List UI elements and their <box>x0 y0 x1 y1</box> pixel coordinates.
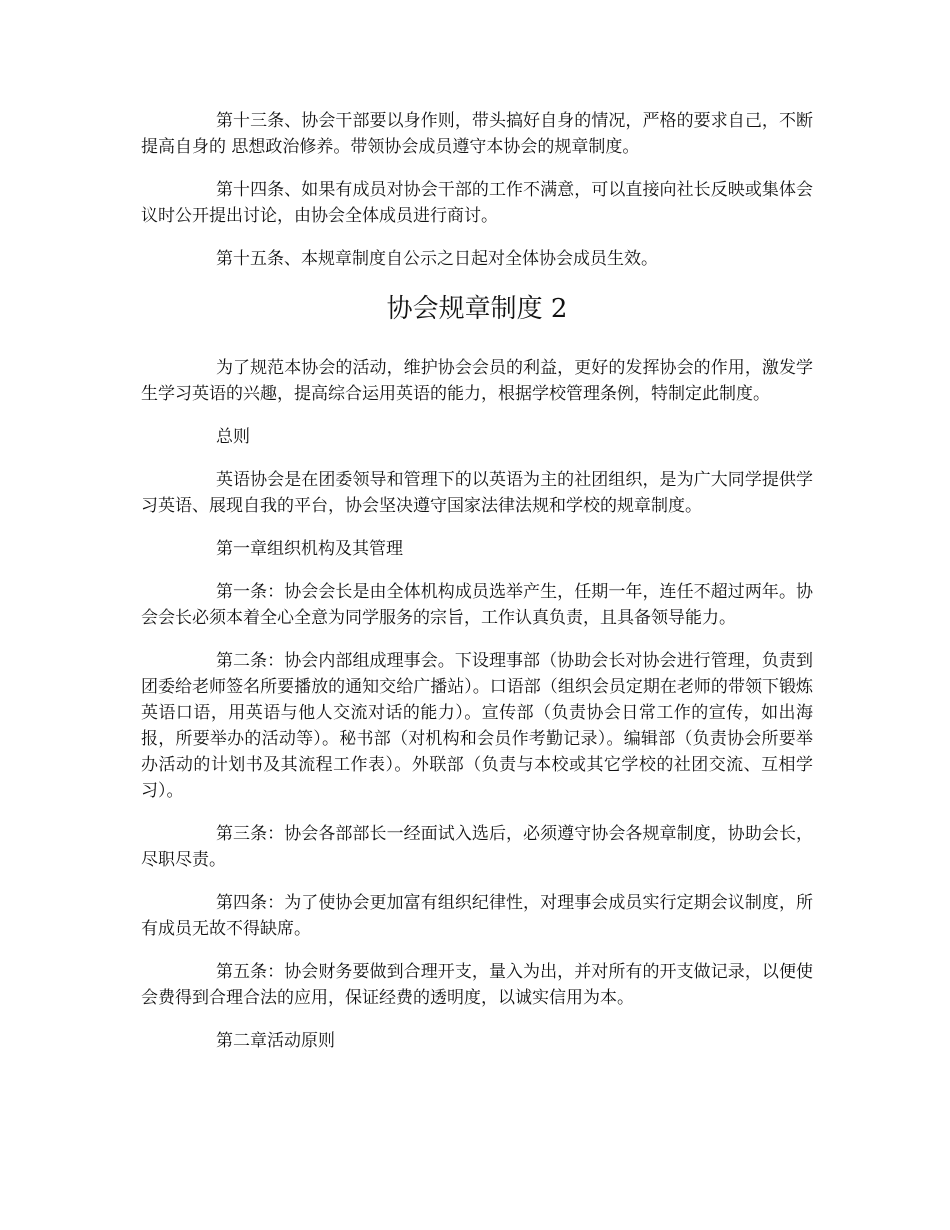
general-heading: 总则 <box>216 427 250 447</box>
article-13: 第十三条、协会干部要以身作则，带头搞好自身的情况，严格的要求自己，不断提高自身的 思想政治修养。带领协会成员遵守本协会的规章制度。 <box>141 111 813 157</box>
chapter1-article-1: 第一条：协会会长是由全体机构成员选举产生，任期一年，连任不超过两年。协会会长必须本着全心全意为同学服务的宗旨，工作认真负责，且具备领导能力。 <box>141 582 813 628</box>
article-15: 第十五条、本规章制度自公示之日起对全体协会成员生效。 <box>216 249 658 269</box>
document-page <box>141 108 813 1071</box>
chapter1-heading: 第一章组织机构及其管理 <box>216 539 403 559</box>
chapter1-article-3: 第三条：协会各部部长一经面试入选后，必须遵守协会各规章制度，协助会长，尽职尽责。 <box>141 824 813 870</box>
document-title: 协会规章制度 2 <box>386 294 568 324</box>
intro-paragraph: 为了规范本协会的活动，维护协会会员的利益，更好的发挥协会的作用，激发学生学习英语的兴趣，提高综合运用英语的能力，根据学校管理条例，特制定此制度。 <box>141 358 813 404</box>
chapter1-article-5: 第五条：协会财务要做到合理开支，量入为出，并对所有的开支做记录，以便使会费得到合理合法的应用，保证经费的透明度，以诚实信用为本。 <box>141 962 813 1008</box>
chapter1-article-4: 第四条：为了使协会更加富有组织纪律性，对理事会成员实行定期会议制度，所有成员无故不得缺席。 <box>141 893 813 939</box>
article-14: 第十四条、如果有成员对协会干部的工作不满意，可以直接向社长反映或集体会议时公开提出讨论，由协会全体成员进行商讨。 <box>141 180 813 226</box>
chapter2-heading: 第二章活动原则 <box>216 1031 335 1051</box>
chapter1-article-2: 第二条：协会内部组成理事会。下设理事部（协助会长对协会进行管理，负责到团委给老师签名所要播放的通知交给广播站）。口语部（组织会员定期在老师的带领下锻炼英语口语，用英语与他人交流对话的能力）。宣传部（负责协会日常工作的宣传，如出海报，所要举办的活动等）。秘书部（对机构和会员作考勤记录）。编辑部（负责协会所要举办活动的计划书及其流程工作表）。外联部（负责与本校或其它学校的社团交流、互相学习）。 <box>141 651 813 801</box>
general-paragraph: 英语协会是在团委领导和管理下的以英语为主的社团组织，是为广大同学提供学习英语、展现自我的平台，协会坚决遵守国家法律法规和学校的规章制度。 <box>141 470 813 516</box>
